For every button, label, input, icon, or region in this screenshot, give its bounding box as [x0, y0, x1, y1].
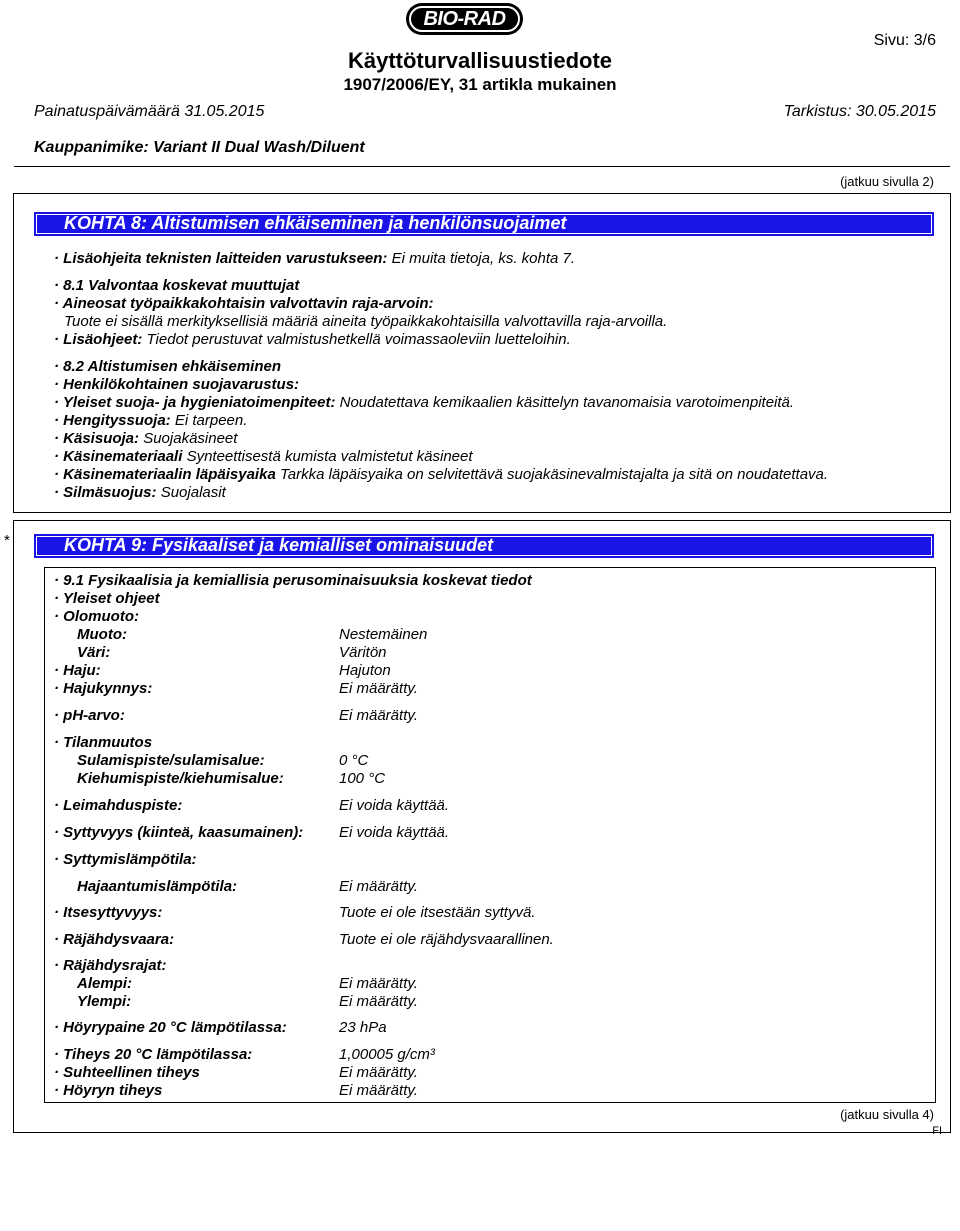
- s8-line1: · Lisäohjeita teknisten laitteiden varustukseen: Ei muita tietoja, ks. kohta 7.: [54, 250, 576, 267]
- s9-hajukynnys-label: · Hajukynnys:: [54, 680, 153, 697]
- s9-kiehumis-value: 100 °C: [339, 770, 386, 787]
- s9-hoyrypaine-label: · Höyrypaine 20 °C lämpötilassa:: [54, 1019, 287, 1036]
- s9-haju-value: Hajuton: [339, 662, 391, 679]
- continued-from: (jatkuu sivulla 2): [840, 174, 934, 189]
- revision-star: *: [4, 532, 10, 549]
- s8-line5: · Lisäohjeet: Tiedot perustuvat valmistushetkellä voimassaoleviin luetteloihin.: [54, 331, 571, 348]
- s9-tiheys-value: 1,00005 g/cm³: [339, 1046, 435, 1063]
- section9-heading: KOHTA 9: Fysikaaliset ja kemialliset ominaisuudet: [64, 535, 494, 555]
- s8-line3: · Aineosat työpaikkakohtaisin valvottavin raja-arvoin:: [54, 295, 434, 312]
- header-divider: [14, 166, 950, 167]
- s8-line10: · Käsisuoja: Suojakäsineet: [54, 430, 238, 447]
- document-subtitle: 1907/2006/EY, 31 artikla mukainen: [343, 75, 617, 94]
- s9-ph-label: · pH-arvo:: [54, 707, 125, 724]
- s9-ph-value: Ei määrätty.: [339, 707, 418, 724]
- s8-line4: Tuote ei sisällä merkityksellisiä määriä aineita työpaikkakohtaisilla valvottavilla raja-arvoilla.: [64, 313, 668, 330]
- bio-rad-logo: [406, 3, 523, 35]
- section8-heading-bar: [34, 212, 934, 236]
- s9-sulamis-label: Sulamispiste/sulamisalue:: [77, 752, 265, 769]
- s9-tiheys-label: · Tiheys 20 °C lämpötilassa:: [54, 1046, 253, 1063]
- s8-line7: · Henkilökohtainen suojavarustus:: [54, 376, 300, 393]
- s9-sulamis-value: 0 °C: [339, 752, 369, 769]
- section8-frame: [13, 193, 951, 513]
- s9-vari-value: Väritön: [339, 644, 387, 661]
- print-date: Painatuspäivämäärä 31.05.2015: [34, 103, 265, 120]
- s8-line6: · 8.2 Altistumisen ehkäiseminen: [54, 358, 282, 375]
- s9-vari-label: Väri:: [77, 644, 111, 661]
- s9-general: · Yleiset ohjeet: [54, 590, 160, 607]
- s8-line2: · 8.1 Valvontaa koskevat muuttujat: [54, 277, 300, 294]
- s9-hajaantumis-value: Ei määrätty.: [339, 878, 418, 895]
- s9-suhteellinen-label: · Suhteellinen tiheys: [54, 1064, 200, 1081]
- revision-date: Tarkistus: 30.05.2015: [783, 103, 936, 120]
- s9-muoto-label: Muoto:: [77, 626, 127, 643]
- s9-haju-label: · Haju:: [54, 662, 101, 679]
- section8-heading: KOHTA 8: Altistumisen ehkäiseminen ja henkilönsuojaimet: [64, 213, 567, 233]
- s9-intro: · 9.1 Fysikaalisia ja kemiallisia perusominaisuuksia koskevat tiedot: [54, 572, 532, 589]
- s9-form-label: · Olomuoto:: [54, 608, 139, 625]
- continued-to: (jatkuu sivulla 4): [840, 1107, 934, 1122]
- s9-hajukynnys-value: Ei määrätty.: [339, 680, 418, 697]
- s9-tilanmuutos-label: · Tilanmuutos: [54, 734, 153, 751]
- s9-alempi-label: Alempi:: [77, 975, 133, 992]
- page-number: Sivu: 3/6: [873, 32, 936, 49]
- s9-hoyryn-value: Ei määrätty.: [339, 1082, 418, 1099]
- s9-ylempi-value: Ei määrätty.: [339, 993, 418, 1010]
- s9-rajahdysvaara-value: Tuote ei ole räjähdysvaarallinen.: [339, 931, 554, 948]
- s9-hajaantumis-label: Hajaantumislämpötila:: [77, 878, 238, 895]
- document-title: Käyttöturvallisuustiedote: [347, 48, 613, 73]
- s8-line13: · Silmäsuojus: Suojalasit: [54, 484, 226, 501]
- s8-line11: · Käsinemateriaali Synteettisestä kumista valmistetut käsineet: [54, 448, 473, 465]
- s9-rajahdysrajat-label: · Räjähdysrajat:: [54, 957, 167, 974]
- s9-itsesyttyvyys-value: Tuote ei ole itsestään syttyvä.: [339, 904, 536, 921]
- product-name: Kauppanimike: Variant II Dual Wash/Diluent: [34, 139, 365, 156]
- language-code: FI: [932, 1125, 942, 1137]
- s9-leimahdus-value: Ei voida käyttää.: [339, 797, 450, 814]
- section9-heading-bar: [34, 534, 934, 558]
- s9-muoto-value: Nestemäinen: [339, 626, 428, 643]
- s8-line8: · Yleiset suoja- ja hygieniatoimenpiteet: Noudatettava kemikaalien käsittelyn tavanomaisia varotoimenpiteitä.: [54, 394, 795, 411]
- s9-kiehumis-label: Kiehumispiste/kiehumisalue:: [77, 770, 284, 787]
- logo-text: BIO-RAD: [409, 6, 520, 32]
- s9-syttyvyys-label: · Syttyvyys (kiinteä, kaasumainen):: [54, 824, 304, 841]
- s9-hoyryn-label: · Höyryn tiheys: [54, 1082, 163, 1099]
- s9-suhteellinen-value: Ei määrätty.: [339, 1064, 418, 1081]
- s9-hoyrypaine-value: 23 hPa: [339, 1019, 387, 1036]
- s9-ylempi-label: Ylempi:: [77, 993, 132, 1010]
- s9-leimahdus-label: · Leimahduspiste:: [54, 797, 183, 814]
- s9-rajahdysvaara-label: · Räjähdysvaara:: [54, 931, 175, 948]
- s9-alempi-value: Ei määrätty.: [339, 975, 418, 992]
- s9-syttymis-label: · Syttymislämpötila:: [54, 851, 197, 868]
- s8-line9: · Hengityssuoja: Ei tarpeen.: [54, 412, 248, 429]
- s9-itsesyttyvyys-label: · Itsesyttyvyys:: [54, 904, 163, 921]
- s8-line12: · Käsinemateriaalin läpäisyaika Tarkka läpäisyaika on selvitettävä suojakäsinevalmistajalta ja sitä on noudatettava.: [54, 466, 829, 483]
- s9-syttyvyys-value: Ei voida käyttää.: [339, 824, 450, 841]
